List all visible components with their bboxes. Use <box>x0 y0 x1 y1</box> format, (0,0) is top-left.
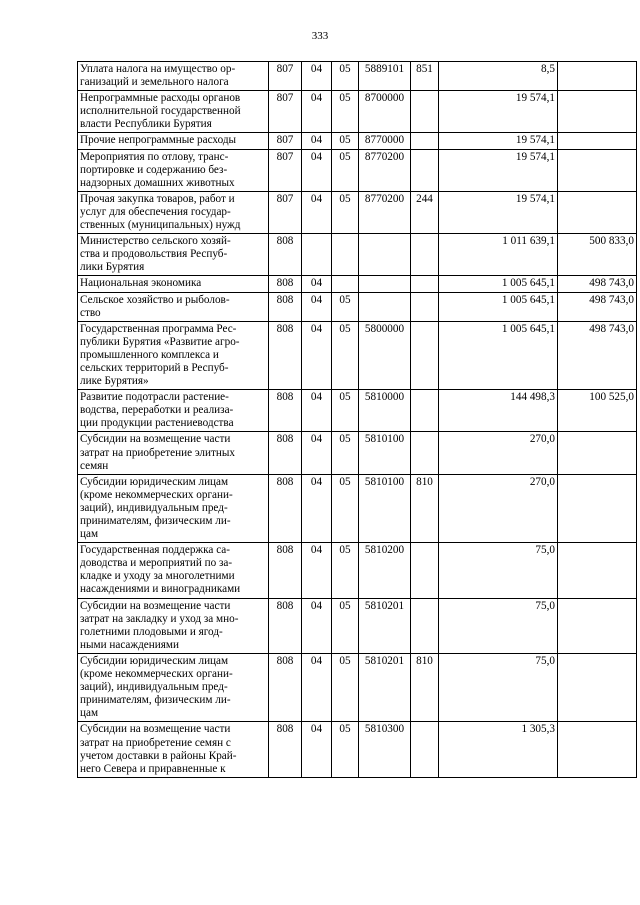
subsection-code-cell: 05 <box>332 653 359 721</box>
department-code-cell: 808 <box>269 432 302 474</box>
subsection-code-cell: 05 <box>332 91 359 133</box>
row-name-cell: Уплата налога на имущество ор- ганизаций и земельного налога <box>78 62 269 91</box>
department-code-cell: 807 <box>269 149 302 191</box>
row-name-cell: Субсидии юридическим лицам (кроме некоммерческих органи- заций), индивидуальным пред- принимателям, физическим ли- цам <box>78 474 269 542</box>
subsection-code-cell: 05 <box>332 543 359 598</box>
amount-total-cell: 19 574,1 <box>439 191 558 233</box>
expense-type-cell <box>411 390 439 432</box>
subsection-code-cell: 05 <box>332 133 359 149</box>
row-name-cell: Мероприятия по отлову, транс- портировке и содержанию без- надзорных домашних животных <box>78 149 269 191</box>
amount-total-cell: 1 011 639,1 <box>439 234 558 276</box>
table-row <box>78 722 637 777</box>
expense-type-cell <box>411 234 439 276</box>
target-article-cell <box>359 234 411 276</box>
row-name-cell: Субсидии юридическим лицам (кроме некоммерческих органи- заций), индивидуальным пред- принимателям, физическим ли- цам <box>78 653 269 721</box>
target-article-cell: 5810100 <box>359 474 411 542</box>
subsection-code-cell: 05 <box>332 390 359 432</box>
table-row <box>78 292 637 321</box>
expense-type-cell <box>411 292 439 321</box>
amount-subvention-cell <box>558 191 637 233</box>
department-code-cell: 808 <box>269 653 302 721</box>
expense-type-cell <box>411 321 439 389</box>
amount-total-cell: 1 005 645,1 <box>439 292 558 321</box>
target-article-cell: 5810201 <box>359 653 411 721</box>
amount-total-cell: 75,0 <box>439 653 558 721</box>
amount-subvention-cell: 100 525,0 <box>558 390 637 432</box>
section-code-cell: 04 <box>302 653 332 721</box>
row-name-cell: Развитие подотрасли растение- водства, переработки и реализа- ции продукции растениеводства <box>78 390 269 432</box>
department-code-cell: 807 <box>269 133 302 149</box>
section-code-cell <box>302 234 332 276</box>
row-name-cell: Субсидии на возмещение части затрат на приобретение элитных семян <box>78 432 269 474</box>
section-code-cell: 04 <box>302 62 332 91</box>
subsection-code-cell: 05 <box>332 62 359 91</box>
amount-subvention-cell <box>558 149 637 191</box>
amount-total-cell: 75,0 <box>439 598 558 653</box>
amount-total-cell: 1 305,3 <box>439 722 558 777</box>
table-row <box>78 598 637 653</box>
expense-type-cell <box>411 543 439 598</box>
amount-total-cell: 19 574,1 <box>439 149 558 191</box>
expense-type-cell <box>411 722 439 777</box>
table-row <box>78 390 637 432</box>
subsection-code-cell: 05 <box>332 598 359 653</box>
amount-total-cell: 8,5 <box>439 62 558 91</box>
table-row <box>78 62 637 91</box>
department-code-cell: 808 <box>269 543 302 598</box>
department-code-cell: 808 <box>269 390 302 432</box>
row-name-cell: Субсидии на возмещение части затрат на закладку и уход за мно- голетними плодовыми и ягод- ными насаждениями <box>78 598 269 653</box>
budget-table <box>77 61 637 778</box>
target-article-cell: 5810100 <box>359 432 411 474</box>
expense-type-cell: 244 <box>411 191 439 233</box>
row-name-cell: Субсидии на возмещение части затрат на приобретение семян с учетом доставки в районы Край- него Севера и приравненные к <box>78 722 269 777</box>
amount-total-cell: 19 574,1 <box>439 133 558 149</box>
target-article-cell: 8770200 <box>359 191 411 233</box>
amount-subvention-cell: 498 743,0 <box>558 292 637 321</box>
subsection-code-cell: 05 <box>332 321 359 389</box>
target-article-cell: 8770200 <box>359 149 411 191</box>
table-row <box>78 474 637 542</box>
department-code-cell: 808 <box>269 598 302 653</box>
department-code-cell: 807 <box>269 191 302 233</box>
target-article-cell: 5810300 <box>359 722 411 777</box>
row-name-cell: Государственная программа Рес- публики Бурятия «Развитие агро- промышленного комплекса и сельских территорий в Респуб- лике Бурятия» <box>78 321 269 389</box>
department-code-cell: 808 <box>269 321 302 389</box>
section-code-cell: 04 <box>302 390 332 432</box>
section-code-cell: 04 <box>302 149 332 191</box>
row-name-cell: Прочие непрограммные расходы <box>78 133 269 149</box>
amount-subvention-cell <box>558 543 637 598</box>
expense-type-cell <box>411 432 439 474</box>
target-article-cell: 5810201 <box>359 598 411 653</box>
section-code-cell: 04 <box>302 292 332 321</box>
table-row <box>78 276 637 292</box>
section-code-cell: 04 <box>302 133 332 149</box>
row-name-cell: Прочая закупка товаров, работ и услуг для обеспечения государ- ственных (муниципальных) нужд <box>78 191 269 233</box>
department-code-cell: 808 <box>269 276 302 292</box>
amount-total-cell: 144 498,3 <box>439 390 558 432</box>
page-number: 333 <box>311 30 329 42</box>
section-code-cell: 04 <box>302 432 332 474</box>
amount-total-cell: 270,0 <box>439 432 558 474</box>
expense-type-cell <box>411 91 439 133</box>
table-row <box>78 234 637 276</box>
section-code-cell: 04 <box>302 276 332 292</box>
section-code-cell: 04 <box>302 543 332 598</box>
table-row <box>78 543 637 598</box>
amount-subvention-cell: 498 743,0 <box>558 321 637 389</box>
amount-subvention-cell <box>558 91 637 133</box>
target-article-cell: 5810200 <box>359 543 411 598</box>
expense-type-cell: 851 <box>411 62 439 91</box>
table-row <box>78 653 637 721</box>
target-article-cell: 5810000 <box>359 390 411 432</box>
subsection-code-cell: 05 <box>332 722 359 777</box>
amount-subvention-cell: 498 743,0 <box>558 276 637 292</box>
table-row <box>78 149 637 191</box>
amount-total-cell: 19 574,1 <box>439 91 558 133</box>
target-article-cell: 5800000 <box>359 321 411 389</box>
expense-type-cell <box>411 149 439 191</box>
department-code-cell: 807 <box>269 91 302 133</box>
target-article-cell: 5889101 <box>359 62 411 91</box>
budget-table-body <box>78 62 637 778</box>
target-article-cell: 8700000 <box>359 91 411 133</box>
section-code-cell: 04 <box>302 91 332 133</box>
subsection-code-cell: 05 <box>332 292 359 321</box>
amount-subvention-cell <box>558 62 637 91</box>
subsection-code-cell: 05 <box>332 149 359 191</box>
subsection-code-cell <box>332 234 359 276</box>
target-article-cell <box>359 292 411 321</box>
amount-subvention-cell <box>558 432 637 474</box>
department-code-cell: 807 <box>269 62 302 91</box>
section-code-cell: 04 <box>302 191 332 233</box>
row-name-cell: Сельское хозяйство и рыболов- ство <box>78 292 269 321</box>
expense-type-cell <box>411 133 439 149</box>
section-code-cell: 04 <box>302 321 332 389</box>
table-row <box>78 133 637 149</box>
row-name-cell: Министерство сельского хозяй- ства и продовольствия Респуб- лики Бурятия <box>78 234 269 276</box>
table-row <box>78 191 637 233</box>
subsection-code-cell: 05 <box>332 474 359 542</box>
target-article-cell <box>359 276 411 292</box>
section-code-cell: 04 <box>302 598 332 653</box>
department-code-cell: 808 <box>269 234 302 276</box>
row-name-cell: Непрограммные расходы органов исполнительной государственной власти Республики Бурятия <box>78 91 269 133</box>
table-row <box>78 91 637 133</box>
amount-total-cell: 1 005 645,1 <box>439 321 558 389</box>
expense-type-cell: 810 <box>411 653 439 721</box>
row-name-cell: Национальная экономика <box>78 276 269 292</box>
department-code-cell: 808 <box>269 474 302 542</box>
expense-type-cell: 810 <box>411 474 439 542</box>
amount-subvention-cell: 500 833,0 <box>558 234 637 276</box>
section-code-cell: 04 <box>302 474 332 542</box>
row-name-cell: Государственная поддержка са- доводства и мероприятий по за- кладке и уходу за многолетними насаждениями и виноградниками <box>78 543 269 598</box>
amount-subvention-cell <box>558 722 637 777</box>
expense-type-cell <box>411 598 439 653</box>
subsection-code-cell: 05 <box>332 432 359 474</box>
subsection-code-cell: 05 <box>332 191 359 233</box>
amount-subvention-cell <box>558 653 637 721</box>
section-code-cell: 04 <box>302 722 332 777</box>
subsection-code-cell <box>332 276 359 292</box>
table-row <box>78 321 637 389</box>
amount-total-cell: 1 005 645,1 <box>439 276 558 292</box>
amount-subvention-cell <box>558 474 637 542</box>
department-code-cell: 808 <box>269 292 302 321</box>
table-row <box>78 432 637 474</box>
amount-total-cell: 75,0 <box>439 543 558 598</box>
amount-total-cell: 270,0 <box>439 474 558 542</box>
target-article-cell: 8770000 <box>359 133 411 149</box>
expense-type-cell <box>411 276 439 292</box>
amount-subvention-cell <box>558 133 637 149</box>
amount-subvention-cell <box>558 598 637 653</box>
department-code-cell: 808 <box>269 722 302 777</box>
